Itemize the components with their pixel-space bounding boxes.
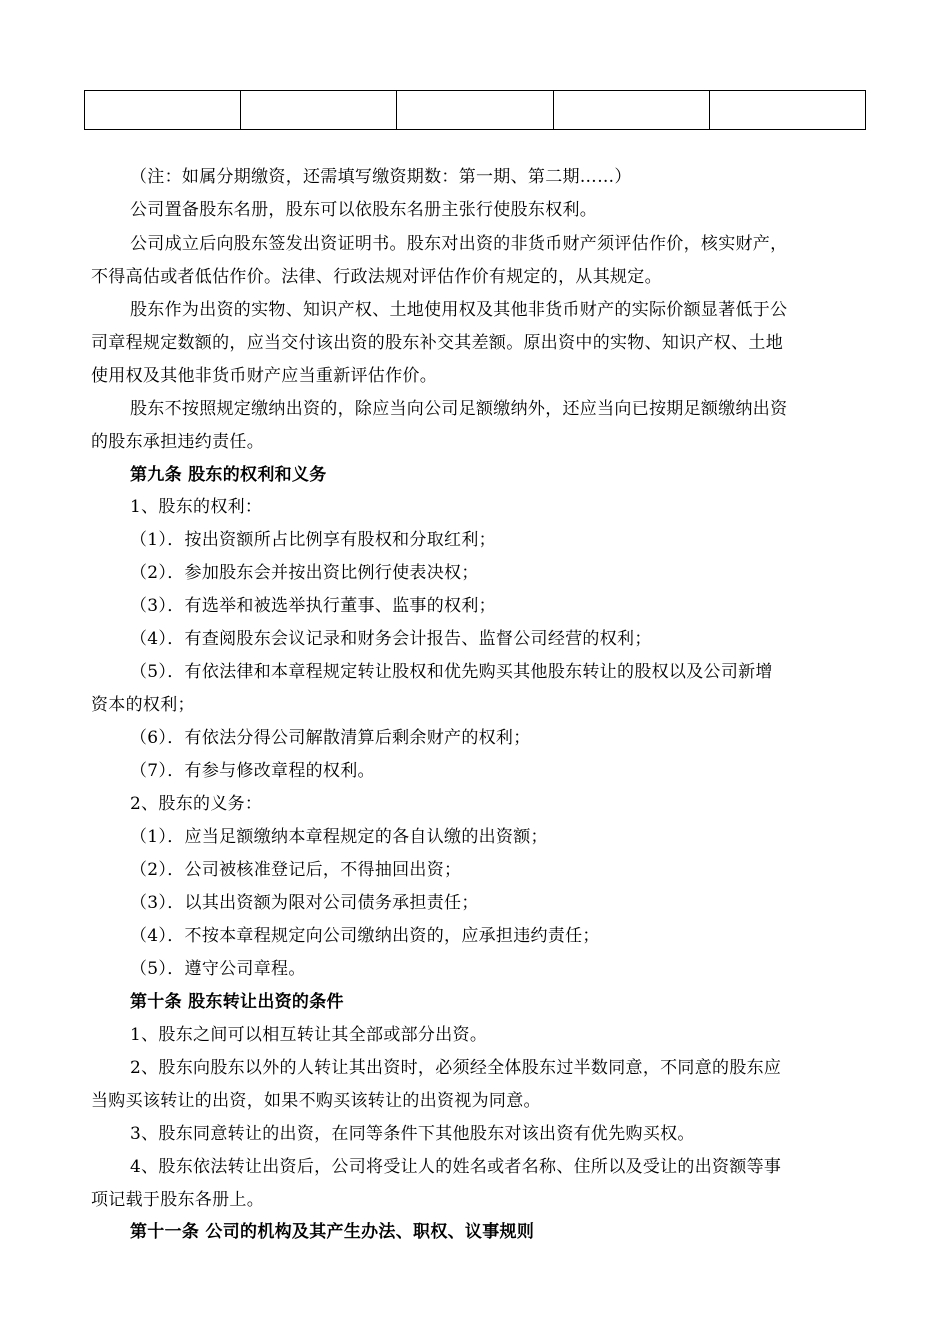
list-item: （7）．有参与修改章程的权利。 xyxy=(130,761,375,781)
paragraph-line: 公司置备股东名册，股东可以依股东名册主张行使股东权利。 xyxy=(130,200,598,220)
table-cell xyxy=(709,91,865,130)
paragraph-line: 3、股东同意转让的出资，在同等条件下其他股东对该出资有优先购买权。 xyxy=(130,1124,695,1144)
paragraph-line: 2、股东向股东以外的人转让其出资时，必须经全体股东过半数同意，不同意的股东应 xyxy=(130,1058,782,1078)
list-item: （4）．不按本章程规定向公司缴纳出资的，应承担违约责任； xyxy=(130,926,600,946)
list-item: （1）．应当足额缴纳本章程规定的各自认缴的出资额； xyxy=(130,827,548,847)
paragraph-line: 股东作为出资的实物、知识产权、土地使用权及其他非货币财产的实际价额显著低于公 xyxy=(130,300,788,320)
list-item: （4）．有查阅股东会议记录和财务会计报告、监督公司经营的权利； xyxy=(130,629,652,649)
subheading: 2、股东的义务： xyxy=(130,794,263,814)
list-item: （3）．以其出资额为限对公司债务承担责任； xyxy=(130,893,479,913)
table-row xyxy=(85,91,866,130)
list-item: （2）．公司被核准登记后，不得抽回出资； xyxy=(130,860,462,880)
paragraph-line: 项记载于股东各册上。 xyxy=(91,1190,264,1210)
paragraph-line: 股东不按照规定缴纳出资的，除应当向公司足额缴纳外，还应当向已按期足额缴纳出资 xyxy=(130,399,788,419)
table-cell xyxy=(241,91,397,130)
list-item: （5）．遵守公司章程。 xyxy=(130,959,306,979)
list-item: （2）．参加股东会并按出资比例行使表决权； xyxy=(130,563,479,583)
list-item: （5）．有依法律和本章程规定转让股权和优先购买其他股东转让的股权以及公司新增 xyxy=(130,662,773,682)
list-item: （3）．有选举和被选举执行董事、监事的权利； xyxy=(130,596,496,616)
paragraph-line: 4、股东依法转让出资后，公司将受让人的姓名或者名称、住所以及受让的出资额等事 xyxy=(130,1157,782,1177)
list-item: （1）．按出资额所占比例享有股权和分取红利； xyxy=(130,530,496,550)
paragraph-line: 1、股东之间可以相互转让其全部或部分出资。 xyxy=(130,1025,488,1045)
section-heading: 第九条 股东的权利和义务 xyxy=(130,465,327,485)
list-item: （6）．有依法分得公司解散清算后剩余财产的权利； xyxy=(130,728,531,748)
section-heading: 第十条 股东转让出资的条件 xyxy=(130,992,344,1012)
paragraph-line: 司章程规定数额的，应当交付该出资的股东补交其差额。原出资中的实物、知识产权、土地 xyxy=(91,333,783,353)
subheading: 1、股东的权利： xyxy=(130,497,263,517)
paragraph-line: 公司成立后向股东签发出资证明书。股东对出资的非货币财产须评估作价，核实财产， xyxy=(130,234,788,254)
table-cell xyxy=(553,91,709,130)
table-cell xyxy=(85,91,241,130)
table-cell xyxy=(397,91,553,130)
paragraph-line: 当购买该转让的出资，如果不购买该转让的出资视为同意。 xyxy=(91,1091,541,1111)
paragraph-line: 不得高估或者低估作价。法律、行政法规对评估作价有规定的，从其规定。 xyxy=(91,267,662,287)
capital-contribution-table xyxy=(84,90,866,130)
paragraph-line: 的股东承担违约责任。 xyxy=(91,432,264,452)
list-item-continuation: 资本的权利； xyxy=(91,695,195,715)
paragraph-line: 使用权及其他非货币财产应当重新评估作价。 xyxy=(91,366,437,386)
note-line: （注：如属分期缴资，还需填写缴资期数：第一期、第二期……） xyxy=(130,167,632,187)
section-heading: 第十一条 公司的机构及其产生办法、职权、议事规则 xyxy=(130,1222,535,1242)
